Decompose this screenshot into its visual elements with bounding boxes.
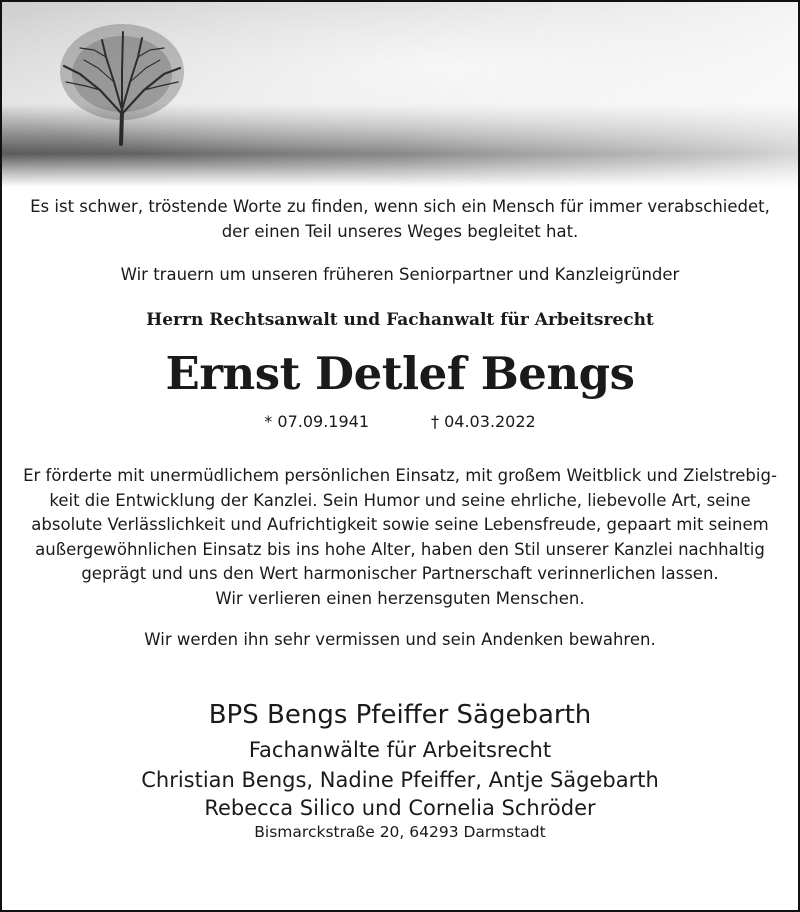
firm-address: Bismarckstraße 20, 64293 Darmstadt bbox=[254, 823, 546, 841]
intro-line-1: Es ist schwer, tröstende Worte zu finden, wenn sich ein Mensch für immer verabschiedet, bbox=[30, 197, 770, 216]
tribute-line: Er förderte mit unermüdlichem persönlichen Einsatz, mit großem Weitblick und Zielstrebig- bbox=[23, 466, 777, 485]
life-dates bbox=[2, 410, 798, 434]
closing-line: Wir werden ihn sehr vermissen und sein Andenken bewahren. bbox=[144, 630, 656, 649]
firm-subtitle: Fachanwälte für Arbeitsrecht bbox=[248, 738, 552, 762]
tribute-text bbox=[2, 464, 798, 611]
tribute-line: keit die Entwicklung der Kanzlei. Sein Humor und seine ehrliche, liebevolle Art, seine bbox=[49, 490, 751, 510]
honorific-title: Herrn Rechtsanwalt und Fachanwalt für Arbeitsrecht bbox=[146, 310, 654, 330]
tribute-line: geprägt und uns den Wert harmonischer Partnerschaft verinnerlichen lassen. bbox=[81, 564, 719, 583]
partners-line-2: Rebecca Silico und Cornelia Schröder bbox=[204, 796, 596, 820]
partners-line-1: Christian Bengs, Nadine Pfeiffer, Antje Sägebarth bbox=[141, 768, 659, 792]
death-date: † 04.03.2022 bbox=[431, 412, 536, 431]
tribute-line: Wir verlieren einen herzensguten Menschen. bbox=[215, 588, 585, 608]
tribute-line: außergewöhnlichen Einsatz bis ins hohe Alter, haben den Stil unserer Kanzlei nachhaltig bbox=[35, 539, 765, 559]
deceased-name: Ernst Detlef Bengs bbox=[165, 347, 635, 400]
mourning-line: Wir trauern um unseren früheren Seniorpartner und Kanzleigründer bbox=[120, 265, 680, 284]
tree-landscape-image bbox=[2, 2, 798, 187]
intro-line-2: der einen Teil unseres Weges begleitet hat. bbox=[221, 222, 579, 241]
firm-name: BPS Bengs Pfeiffer Sägebarth bbox=[208, 700, 592, 730]
tribute-line: absolute Verlässlichkeit und Aufrichtigkeit sowie seine Lebensfreude, gepaart mit seinem bbox=[31, 515, 769, 534]
intro-text bbox=[2, 194, 798, 244]
birth-date: * 07.09.1941 bbox=[264, 412, 369, 431]
